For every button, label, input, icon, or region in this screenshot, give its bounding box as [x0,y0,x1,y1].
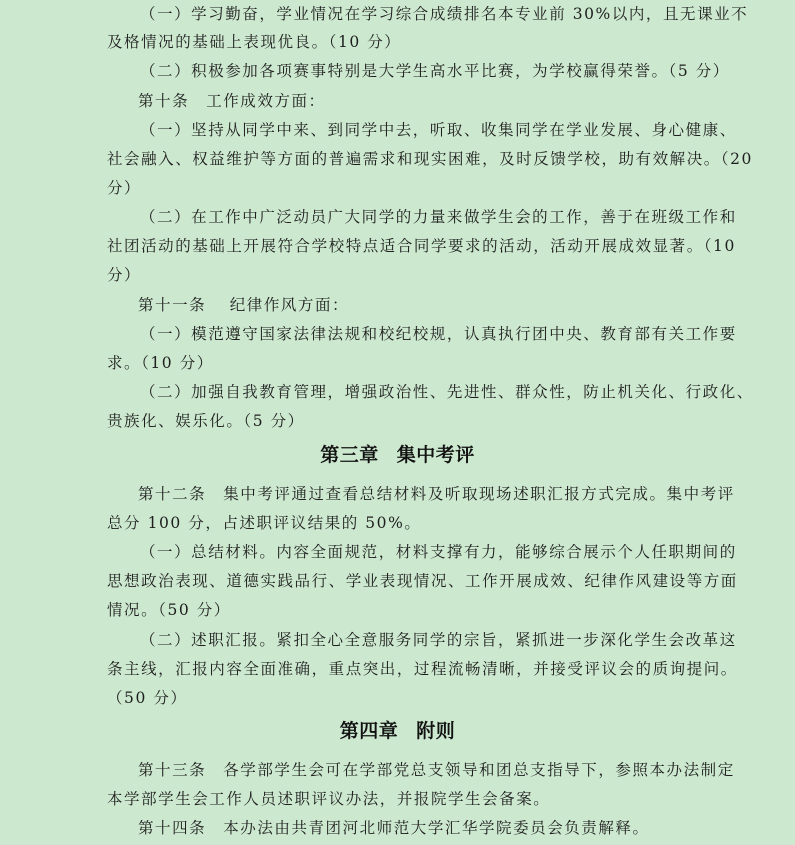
article-13-text: 第十三条 各学部学生会可在学部党总支领导和团总支指导下，参照本办法制定 [138,761,735,779]
text-line: 条主线，汇报内容全面准确，重点突出，过程流畅清晰，并接受评议会的质询提问。 [107,660,738,678]
chapter-4-heading [0,719,795,743]
text-line: 思想政治表现、道德实践品行、学业表现情况、工作开展成效、纪律作风建设等方面 [107,572,738,590]
text-line: （二）积极参加各项赛事特别是大学生高水平比赛，为学校赢得荣誉。（5 分） [140,62,730,80]
text-line: （一）学习勤奋，学业情况在学习综合成绩排名本专业前 30%以内，且无课业不 [140,5,749,23]
text-line: （一）坚持从同学中来、到同学中去，听取、收集同学在学业发展、身心健康、 [140,121,737,139]
text-line: （一）总结材料。内容全面规范，材料支撑有力，能够综合展示个人任职期间的 [140,543,737,561]
article-14-text: 第十四条 本办法由共青团河北师范大学汇华学院委员会负责解释。 [138,819,650,837]
article-11-heading: 第十一条 纪律作风方面： [138,296,350,314]
text-line: 社团活动的基础上开展符合学校特点适合同学要求的活动，活动开展成效显著。（10 [107,237,736,255]
chapter-4-title: 附则 [416,720,456,742]
text-line: 总分 100 分，占述职评议结果的 50%。 [107,514,422,532]
chapter-3-number: 第三章 [320,444,379,466]
text-line: （二）在工作中广泛动员广大同学的力量来做学生会的工作，善于在班级工作和 [140,208,737,226]
article-12-text: 第十二条 集中考评通过查看总结材料及听取现场述职汇报方式完成。集中考评 [138,485,735,503]
text-line: 社会融入、权益维护等方面的普遍需求和现实困难，及时反馈学校，助有效解决。（20 [107,150,753,168]
text-line: 情况。（50 分） [107,601,231,619]
text-line: （二）述职汇报。紧扣全心全意服务同学的宗旨，紧抓进一步深化学生会改革这 [140,631,737,649]
text-line: 求。（10 分） [107,354,214,372]
text-line: 及格情况的基础上表现优良。（10 分） [107,33,402,51]
text-line: 贵族化、娱乐化。（5 分） [107,412,305,430]
text-line: 本学部学生会工作人员述职评议办法，并报院学生会备案。 [107,790,551,808]
chapter-3-title: 集中考评 [396,444,475,466]
text-line: 分） [107,266,142,284]
text-line: （一）模范遵守国家法律法规和校纪校规，认真执行团中央、教育部有关工作要 [140,325,737,343]
text-line: 分） [107,179,142,197]
chapter-3-heading [0,443,795,467]
text-line: （50 分） [107,689,188,707]
text-line: （二）加强自我教育管理，增强政治性、先进性、群众性，防止机关化、行政化、 [140,383,754,401]
article-10-heading: 第十条 工作成效方面： [138,92,326,110]
chapter-4-number: 第四章 [339,720,399,742]
